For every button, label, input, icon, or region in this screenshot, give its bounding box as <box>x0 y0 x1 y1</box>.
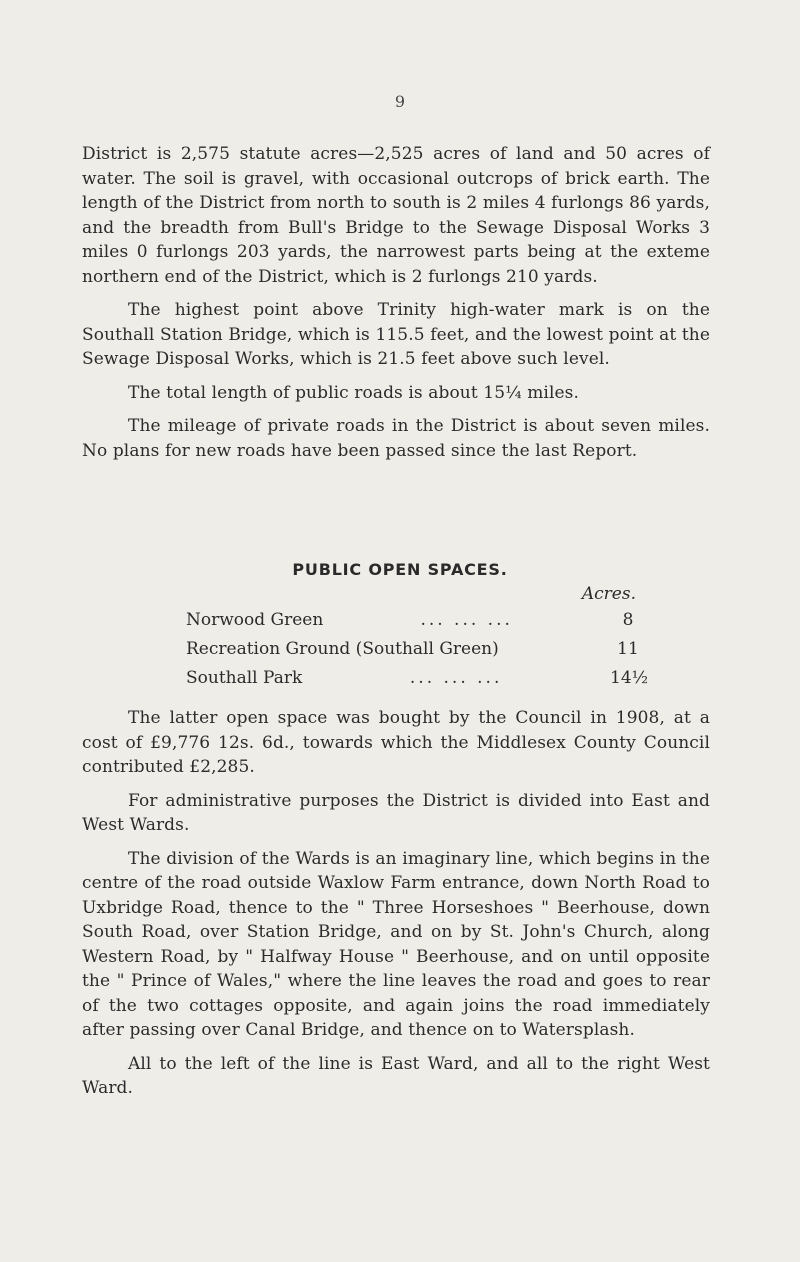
paragraph-district-area: District is 2,575 statute acres—2,525 acres of land and 50 acres of water. The soil is gravel, with occasional outcrops of brick earth. The length of the District from north to south is 2 miles 4 furlongs 86 yards, and the breadth from Bull's Bridge to the Sewage Disposal Works 3 miles 0 furlongs 203 yards, the narrowest parts being at the exteme northern end of the District, which is 2 furlongs 210 yards. <box>82 144 710 287</box>
space-name: Norwood Green <box>186 610 324 630</box>
leader-dots: ... ... ... <box>420 610 513 630</box>
space-name: Recreation Ground (Southall Green) <box>186 639 499 659</box>
paragraph-private-roads: The mileage of private roads in the District is about seven miles. No plans for new roads have been passed since the last Report. <box>82 416 710 461</box>
paragraph-purchase: The latter open space was bought by the Council in 1908, at a cost of £9,776 12s. 6d., towards which the Middlesex County Council contributed £2,285. <box>82 708 710 777</box>
acres-column-header: Acres. <box>581 584 636 604</box>
space-acres: 14½ <box>610 668 649 688</box>
page-number: 9 <box>394 92 406 111</box>
paragraph-public-roads: The total length of public roads is about 15¼ miles. <box>128 382 579 403</box>
paragraph-ward-boundary: The division of the Wards is an imaginary line, which begins in the centre of the road outside Waxlow Farm entrance, down North Road to Uxbridge Road, thence to the " Three Horseshoes " Beerhouse, down South Road, over Station Bridge, and on by St. John's Church, along Western Road, by " Halfway House " Beerhouse, and on until opposite the " Prince of Wales," where the line leaves the road and goes to rear of the two cottages opposite, and again joins the road immediately after passing over Canal Bridge, and thence on to Watersplash. <box>82 848 710 1040</box>
table-row <box>186 666 649 695</box>
space-name: Southall Park <box>186 668 303 688</box>
space-acres: 11 <box>617 639 639 659</box>
table-row <box>186 608 646 637</box>
leader-dots: ... ... ... <box>409 668 503 688</box>
paragraph-wards: For administrative purposes the District is divided into East and West Wards. <box>82 790 710 835</box>
section-heading-open-spaces: PUBLIC OPEN SPACES. <box>292 560 508 579</box>
space-acres: 8 <box>622 610 634 630</box>
table-row <box>186 637 646 666</box>
open-spaces-table <box>186 582 649 695</box>
leader-dots <box>499 637 610 666</box>
wards-text-block <box>82 706 710 1110</box>
paragraph-highest-point: The highest point above Trinity high-water mark is on the Southall Station Bridge, which is 115.5 feet, and the lowest point at the Sewage Disposal Works, which is 21.5 feet above such level. <box>82 300 710 369</box>
paragraph-east-west: All to the left of the line is East Ward, and all to the right West Ward. <box>82 1053 710 1098</box>
intro-text-block <box>82 142 710 472</box>
